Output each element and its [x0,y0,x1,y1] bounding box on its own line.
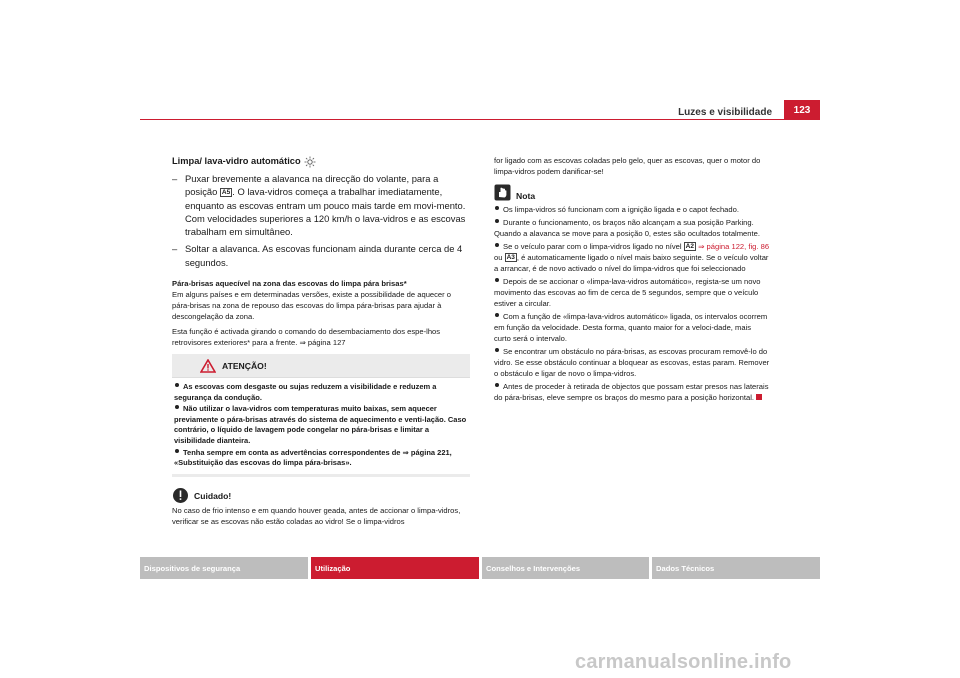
caution-continuation: for ligado com as escovas coladas pelo gelo, quer as escovas, quer o motor do limpa-vidros podem danificar-se! [494,156,761,176]
caution-text: No caso de frio intenso e em quando houver geada, antes de accionar o limpa-vidros, verificar se as escovas não estão coladas ao vidro! Se o limpa-vidros [172,505,461,526]
warning-item: Tenha sempre em conta as advertências correspondentes de ⇒ página 221, «Substituição das escovas do limpa pára-brisas». [174,447,452,468]
caution-header: Cuidado! [172,487,470,505]
bullet-icon [175,449,179,453]
header-rule [140,119,820,120]
instruction-step: – Soltar a alavanca. As escovas funcionam ainda durante cerca de 4 segundos. [172,243,463,268]
subsection-title: Pára-brisas aquecível na zona das escovas do limpa pára brisas* [172,279,407,289]
left-column [172,155,470,527]
right-column [494,155,770,405]
note-hand-icon [494,184,511,201]
bullet-icon [495,313,499,317]
warning-header: ATENÇÃO! [172,357,470,375]
bullet-icon [495,383,499,387]
bullet-icon [175,383,179,387]
note-item: Os limpa-vidros só funcionam com a ignição ligada e o capot fechado. [494,204,770,215]
note-header: Nota [494,183,770,201]
note-item: Durante o funcionamento, os braços não alcançam a sua posição Parking. Quando a alavanca se move para a posição 0, estes são ocultados totalmente. [494,218,760,238]
running-header: Luzes e visibilidade [678,107,772,118]
note-item: Com a função de «limpa-lava-vidros automático» ligada, os intervalos ocorrem em função da velocidade. Desta forma, quanto maior for a veloci-dade, mais curto será o intervalo. [494,312,768,343]
warning-triangle-icon [200,359,216,373]
watermark: carmanualsonline.info [575,651,792,673]
wiper-level-ref: A3 [506,254,515,261]
footer-tab-dispositivos[interactable]: Dispositivos de segurança [140,557,308,579]
page-link[interactable]: ⇒ página 122, fig. 86 [695,242,770,251]
instruction-step: – Puxar brevemente a alavanca na direcção do volante, para a posição A5 . O lava-vidros começa a trabalhar imediatamente, enquanto as escovas entram um pouco mais tarde em movi-mento. Com velocidades superiores a 120 km/h o lava-vidros e as escovas trabalham em simultâneo. [172,173,466,238]
note-item: Antes de proceder à retirada de objectos que possam estar presos nas laterais do pára-brisas, eleve sempre os braços do mesmo para a posição horizontal. [494,382,769,402]
footer-tab-dados[interactable]: Dados Técnicos [652,557,820,579]
sun-icon [304,156,316,168]
bullet-icon [495,278,499,282]
bullet-icon [175,405,179,409]
footer-tab-conselhos[interactable]: Conselhos e Intervenções [482,557,649,579]
note-item: Se o veículo parar com o limpa-vidros ligado no nível A2 ⇒ página 122, fig. 86 ou A3 , é automaticamente ligado o nível mais baixo seguinte. Se o veículo voltar a arrancar, é de novo activado o nível do limpa-vidros que foi seleccionado [494,242,770,273]
warning-body [172,377,470,474]
bullet-icon [495,243,499,247]
footer-tab-utilizacao[interactable]: Utilização [311,557,479,579]
note-item: Se encontrar um obstáculo no pára-brisas, as escovas procuram removê-lo do vidro. Se esse obstáculo continuar a bloquear as escovas, estas param. Remover o obstáculo e ligar de novo o limpa-vidros. [494,347,770,378]
paragraph: Esta função é activada girando o comando do desembaciamento dos espe-lhos retrovisores exteriores* para a frente. ⇒ página 127 [172,327,441,348]
warning-item: Não utilizar o lava-vidros com temperaturas muito baixas, sem aquecer previamente o pára-brisas através do sistema de aquecimento e venti-lação. Caso contrário, o líquido de lavagem pode congelar no pára-brisas e limitar a visibilidade dianteira. [174,404,467,446]
exclamation-circle-icon [172,487,189,504]
warning-box [172,354,470,477]
wiper-level-ref: A2 [685,243,694,250]
section-end-mark [756,394,762,400]
paragraph: Em alguns países e em determinadas versões, existe a possibilidade de aquecer o pára-brisas na zona de repouso das escovas do limpa pára-brisas para ajudar à descongelação da zona. [172,290,452,322]
lever-position-ref: A5 [221,189,231,197]
bullet-icon [495,348,499,352]
note-item: Depois de se accionar o «limpa-lava-vidros automático», regista-se um novo movimento das escovas ao fim de cerca de 5 segundos, sempre que o veículo estiver a circular. [494,277,761,308]
section-title: Limpa/ lava-vidro automático [172,155,470,168]
bullet-icon [495,206,499,210]
warning-item: As escovas com desgaste ou sujas reduzem a visibilidade e reduzem a segurança da condução. [174,382,437,402]
bullet-icon [495,219,499,223]
page-number-badge: 123 [784,100,820,120]
